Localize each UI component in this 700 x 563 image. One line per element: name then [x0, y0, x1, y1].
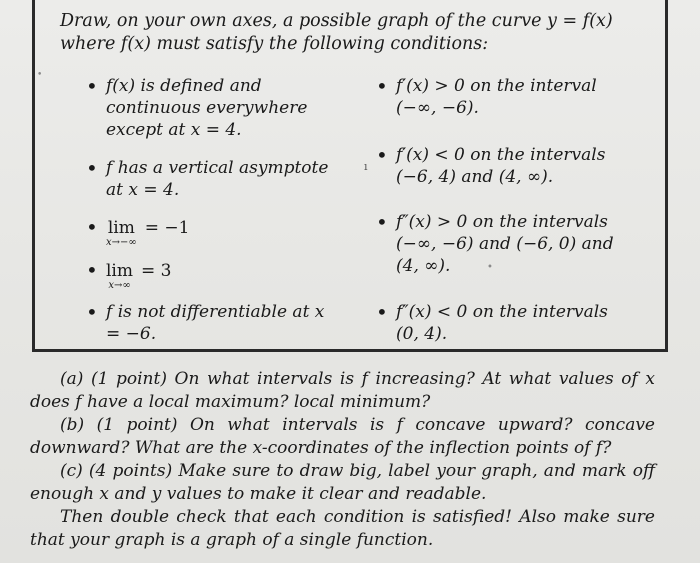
- condition-not-differentiable: f is not differentiable at x = −6.: [106, 302, 325, 344]
- stray-mark: ı: [364, 160, 368, 173]
- limit-neg-infinity: [106, 218, 189, 248]
- condition-fprime-negative: f′(x) < 0 on the intervals (−6, 4) and (4, ∞).: [396, 145, 606, 187]
- condition-fdoubleprime-positive: f″(x) > 0 on the intervals (−∞, −6) and (−6, 0) and (4, ∞).: [396, 212, 614, 276]
- problem-intro: Draw, on your own axes, a possible graph of the curve y = f(x) where f(x) must satisfy the following conditions:: [60, 11, 613, 54]
- question-a: (a) (1 point) On what intervals is f increasing? At what values of x does f have a local maximum? local minimum?: [30, 369, 655, 412]
- limit-value: = −1: [144, 218, 190, 238]
- question-b: (b) (1 point) On what intervals is f concave upward? concave downward? What are the x-coordinates of the inflection points of f?: [30, 415, 655, 458]
- questions-section: [30, 368, 655, 552]
- bullet-icon: •: [86, 215, 98, 239]
- limit-word: lim: [106, 261, 133, 281]
- bullet-icon: •: [376, 143, 388, 167]
- question-d: Then double check that each condition is satisfied! Also make sure that your graph is a graph of a single function.: [30, 507, 655, 550]
- bullet-icon: •: [86, 300, 98, 324]
- bullet-icon: •: [376, 300, 388, 324]
- condition-fprime-positive: f′(x) > 0 on the interval (−∞, −6).: [396, 76, 597, 118]
- limit-word: lim: [107, 218, 135, 238]
- condition-fdoubleprime-negative: f″(x) < 0 on the intervals (0, 4).: [396, 302, 608, 344]
- condition-defined-continuous: f(x) is defined and continuous everywhere except at x = 4.: [106, 76, 308, 140]
- limit-subscript: x→∞: [108, 280, 131, 291]
- limit-subscript: x→−∞: [106, 237, 137, 248]
- limit-pos-infinity: [106, 261, 171, 291]
- question-c: (c) (4 points) Make sure to draw big, label your graph, and mark off enough x and y values to make it clear and readable.: [30, 461, 655, 504]
- stray-mark: •: [37, 70, 43, 80]
- condition-vertical-asymptote: f has a vertical asymptote at x = 4.: [106, 158, 329, 200]
- bullet-icon: •: [376, 74, 388, 98]
- limit-value: = 3: [141, 261, 172, 281]
- bullet-icon: •: [86, 156, 98, 180]
- bullet-icon: •: [86, 258, 98, 282]
- bullet-icon: •: [86, 74, 98, 98]
- stray-mark: •: [487, 262, 493, 273]
- bullet-icon: •: [376, 210, 388, 234]
